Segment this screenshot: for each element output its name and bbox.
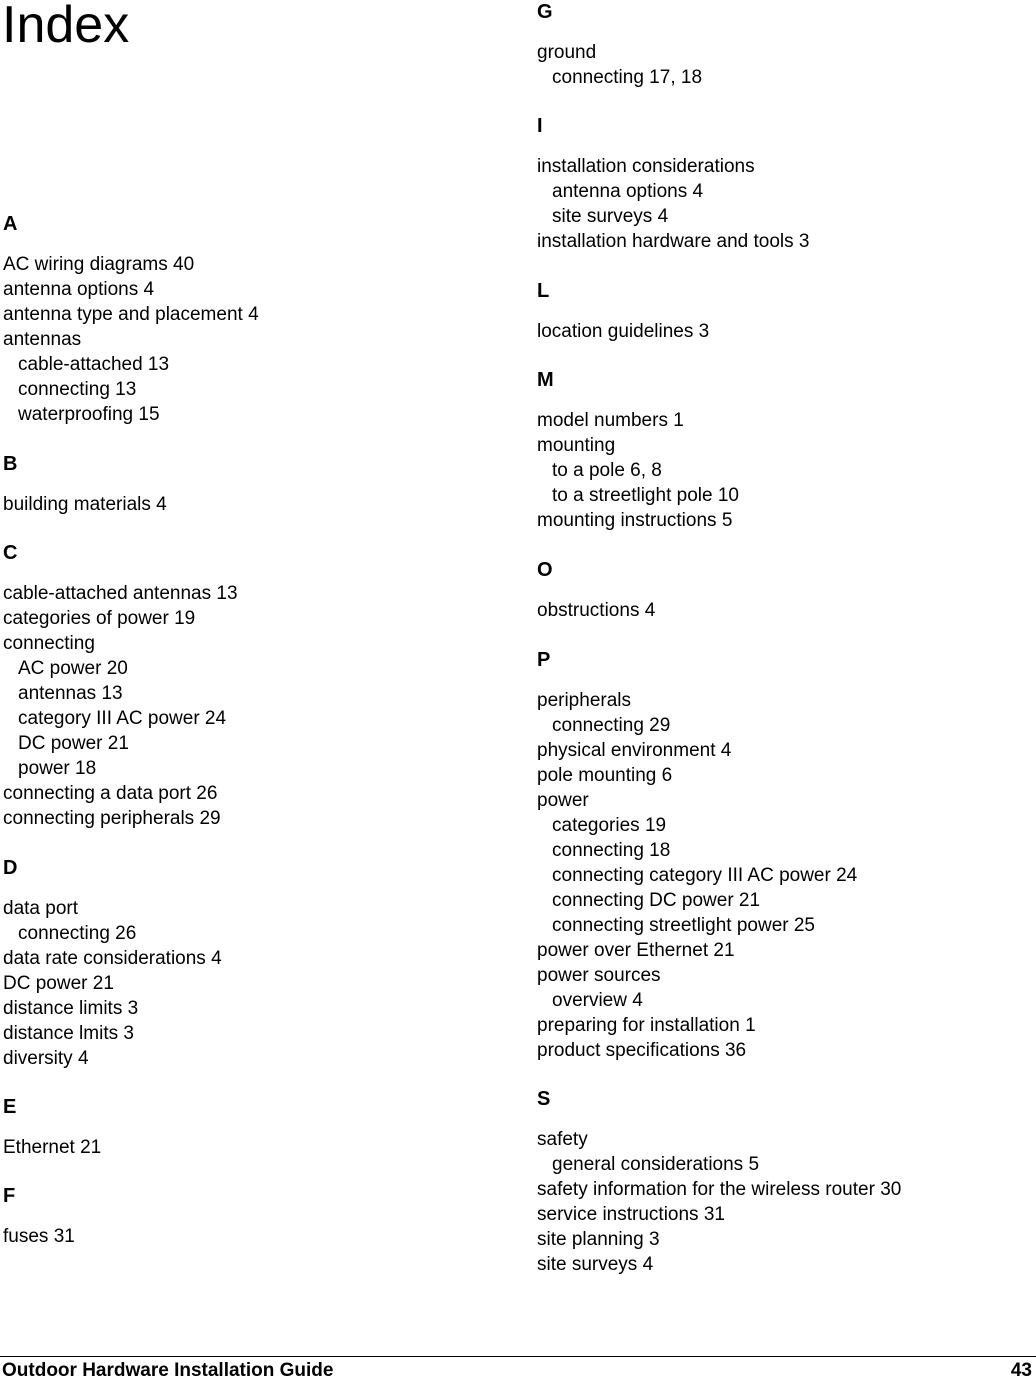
index-subentry: connecting 17, 18 xyxy=(552,67,703,88)
index-entry: location guidelines 3 xyxy=(537,321,710,342)
index-subentry: AC power 20 xyxy=(18,658,128,679)
index-section-p xyxy=(537,648,1032,1063)
index-subentry: power 18 xyxy=(18,758,97,779)
index-entry: diversity 4 xyxy=(3,1048,89,1069)
index-section-m xyxy=(537,368,1032,533)
index-section-g xyxy=(537,0,1032,90)
index-subentry: categories 19 xyxy=(552,815,667,836)
index-entry: site planning 3 xyxy=(537,1229,660,1250)
section-letter: L xyxy=(537,280,550,302)
index-entry: pole mounting 6 xyxy=(537,765,673,786)
index-subentry: to a pole 6, 8 xyxy=(552,460,662,481)
index-entry: Ethernet 21 xyxy=(3,1137,102,1158)
index-entry: cable-attached antennas 13 xyxy=(3,583,238,604)
section-letter: C xyxy=(3,542,18,564)
index-subentry: cable-attached 13 xyxy=(18,354,170,375)
index-entry: distance limits 3 xyxy=(3,998,139,1019)
index-section-a xyxy=(3,212,503,427)
index-entry: mounting instructions 5 xyxy=(537,510,733,531)
footer-guide-title: Outdoor Hardware Installation Guide xyxy=(2,1360,334,1381)
index-subentry: connecting 29 xyxy=(552,715,671,736)
index-entry: power xyxy=(537,790,589,811)
index-subentry: connecting 13 xyxy=(18,379,137,400)
index-subentry: general considerations 5 xyxy=(552,1154,760,1175)
index-subentry: to a streetlight pole 10 xyxy=(552,485,739,506)
index-entry: distance lmits 3 xyxy=(3,1023,134,1044)
index-entry: antenna type and placement 4 xyxy=(3,304,259,325)
index-section-c xyxy=(3,541,503,831)
index-subentry: antennas 13 xyxy=(18,683,123,704)
index-subentry: connecting 26 xyxy=(18,923,137,944)
index-entry: obstructions 4 xyxy=(537,600,656,621)
index-entry: data rate considerations 4 xyxy=(3,948,222,969)
section-letter: S xyxy=(537,1088,551,1110)
index-section-s xyxy=(537,1087,1032,1277)
section-letter: I xyxy=(537,115,543,137)
index-section-b xyxy=(3,452,503,517)
section-letter: B xyxy=(3,453,18,475)
index-subentry: connecting streetlight power 25 xyxy=(552,915,815,936)
index-entry: ground xyxy=(537,42,597,63)
section-letter: D xyxy=(3,857,18,879)
index-subentry: waterproofing 15 xyxy=(18,404,160,425)
index-subentry: DC power 21 xyxy=(18,733,129,754)
index-subentry: site surveys 4 xyxy=(552,206,669,227)
index-entry: AC wiring diagrams 40 xyxy=(3,254,195,275)
index-section-f xyxy=(3,1184,503,1249)
index-entry: mounting xyxy=(537,435,616,456)
page-title: Index xyxy=(2,0,130,54)
section-letter: M xyxy=(537,369,554,391)
index-entry: antenna options 4 xyxy=(3,279,155,300)
index-subentry: overview 4 xyxy=(552,990,643,1011)
index-subentry: connecting DC power 21 xyxy=(552,890,761,911)
index-entry: connecting a data port 26 xyxy=(3,783,218,804)
index-entry: connecting peripherals 29 xyxy=(3,808,221,829)
index-section-o xyxy=(537,558,1032,623)
index-entry: safety xyxy=(537,1129,588,1150)
index-section-e xyxy=(3,1095,503,1160)
section-letter: O xyxy=(537,559,553,581)
index-section-d xyxy=(3,856,503,1071)
index-entry: installation hardware and tools 3 xyxy=(537,231,810,252)
footer-page-number: 43 xyxy=(1010,1360,1032,1381)
index-entry: safety information for the wireless router 30 xyxy=(537,1179,902,1200)
page-footer xyxy=(0,1356,1036,1380)
index-entry: data port xyxy=(3,898,78,919)
index-entry: product specifications 36 xyxy=(537,1040,747,1061)
index-entry: site surveys 4 xyxy=(537,1254,654,1275)
index-entry: power over Ethernet 21 xyxy=(537,940,735,961)
index-subentry: category III AC power 24 xyxy=(18,708,227,729)
index-entry: power sources xyxy=(537,965,661,986)
index-section-i xyxy=(537,114,1032,254)
index-entry: installation considerations xyxy=(537,156,755,177)
index-subentry: connecting 18 xyxy=(552,840,671,861)
index-entry: building materials 4 xyxy=(3,494,167,515)
section-letter: E xyxy=(3,1096,17,1118)
index-entry: service instructions 31 xyxy=(537,1204,725,1225)
index-entry: fuses 31 xyxy=(3,1226,75,1247)
index-entry: model numbers 1 xyxy=(537,410,684,431)
index-entry: preparing for installation 1 xyxy=(537,1015,756,1036)
index-entry: physical environment 4 xyxy=(537,740,732,761)
index-entry: antennas xyxy=(3,329,82,350)
index-entry: DC power 21 xyxy=(3,973,114,994)
index-subentry: antenna options 4 xyxy=(552,181,704,202)
section-letter: F xyxy=(3,1185,16,1207)
section-letter: P xyxy=(537,649,551,671)
section-letter: A xyxy=(3,213,18,235)
index-entry: connecting xyxy=(3,633,95,654)
section-letter: G xyxy=(537,1,553,23)
index-entry: peripherals xyxy=(537,690,631,711)
index-entry: categories of power 19 xyxy=(3,608,196,629)
index-subentry: connecting category III AC power 24 xyxy=(552,865,858,886)
index-section-l xyxy=(537,279,1032,344)
